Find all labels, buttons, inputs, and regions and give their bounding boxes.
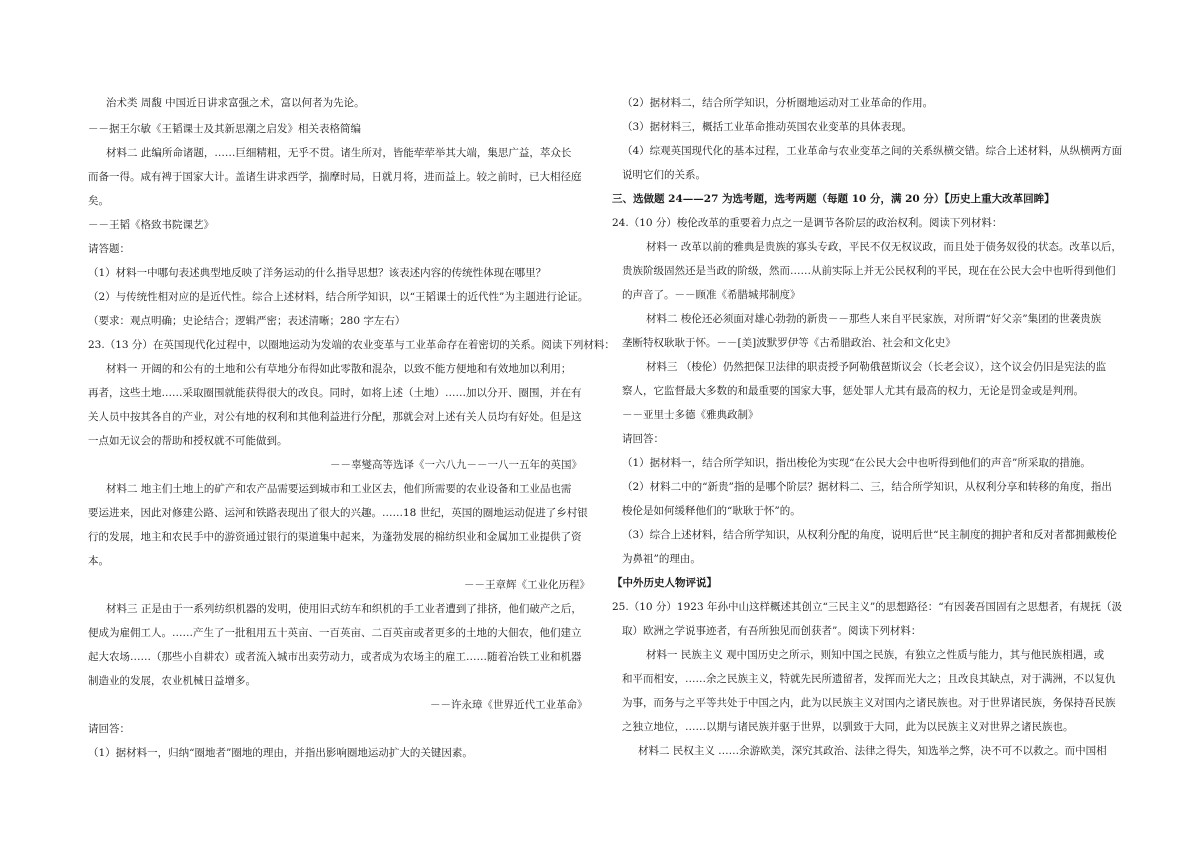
material-paragraph: 便成为雇佣工人。……产生了一批租用五十英亩、一百英亩、二百英亩或者更多的土地的大佃农，他们建立 xyxy=(88,627,582,639)
material-paragraph: 贵族阶级固然还是当政的阶级，然而……从前实际上并无公民权利的平民，现在在公民大会中也听得到他们 xyxy=(622,265,1116,277)
material-paragraph: 材料一 改革以前的雅典是贵族的寡头专政，平民不仅无权议政，而且处于债务奴役的状态。改革以后， xyxy=(646,241,1122,253)
material-paragraph: 之独立地位，……以期与诸民族并驱于世界，以驯致于大同，此为以民族主义对世界之诸民族也。 xyxy=(622,721,1074,733)
question-item: （2）据材料二，结合所学知识，分析圈地运动对工业革命的作用。 xyxy=(622,97,934,109)
material-paragraph: 材料二 此编所命诸题，……巨细精粗，无乎不贯。诸生所对，皆能荦荦举其大端，集思广益，萃众长 xyxy=(106,147,572,159)
material-paragraph: 和平而相安，……余之民族主义，特就先民所遗留者，发挥而光大之；且改良其缺点，对于满洲，不以复仇 xyxy=(622,673,1116,685)
question-header: 24.（10 分）梭伦改革的重要着力点之一是调节各阶层的政治权利。阅读下列材料： xyxy=(612,217,1003,229)
material-paragraph: 材料二 梭伦还必须面对雄心勃勃的新贵－－那些人来自平民家族，对所谓“好父亲”集团的世袭贵族 xyxy=(646,313,1102,325)
source-citation: －－王韬《格致书院课艺》 xyxy=(88,219,214,231)
question-item: （1）材料一中哪句表述典型地反映了洋务运动的什么指导思想？该表述内容的传统性体现在哪里？ xyxy=(88,267,547,279)
source-citation: －－辜燮高等选译《一六八九－－一八一五年的英国》 xyxy=(330,459,582,471)
material-paragraph: 要运进来，因此对修建公路、运河和铁路表现出了很大的兴趣。……18 世纪，英国的圈地运动促进了乡村银 xyxy=(88,507,588,519)
question-item: 说明它们的关系。 xyxy=(622,169,706,181)
source-citation: －－许永璋《世界近代工业革命》 xyxy=(430,699,588,711)
question-item: （要求：观点明确；史论结合；逻辑严密；表述清晰；280 字左右） xyxy=(88,315,406,327)
question-header: 25.（10 分）1923 年孙中山这样概述其创立“三民主义”的思想路径：“有因袭吾国固有之思想者，有规抚（汲 xyxy=(612,601,1123,613)
material-paragraph: 一点如无议会的帮助和授权就不可能做到。 xyxy=(88,435,288,447)
material-paragraph: 本。 xyxy=(88,555,109,567)
table-row-text: 治术类 周馥 中国近日讲求富强之术，富以何者为先论。 xyxy=(106,97,365,109)
question-item: 梭伦是如何缓释他们的“耿耿于怀”的。 xyxy=(622,505,801,517)
question-item: （2）材料二中的“新贵”指的是哪个阶层？据材料二、三，结合所学知识，从权利分享和转移的角度，指出 xyxy=(622,481,1112,493)
question-item: （3）据材料三，概括工业革命推动英国农业变革的具体表现。 xyxy=(622,121,913,133)
question-item: （1）据材料一，归纳“圈地者”圈地的理由，并指出影响圈地运动扩大的关键因素。 xyxy=(88,747,473,759)
material-paragraph: 材料三 正是由于一系列纺织机器的发明，使用旧式纺车和织机的手工业者遭到了排挤，他们破产之后， xyxy=(106,603,582,615)
question-prompt: 请回答： xyxy=(622,433,664,445)
question-prompt: 请回答： xyxy=(88,723,130,735)
material-paragraph: 材料三 （梭伦）仍然把保卫法律的职责授予阿勒俄琶斯议会（长老会议），这个议会仍旧是宪法的监 xyxy=(646,361,1107,373)
material-paragraph: 材料二 地主们土地上的矿产和农产品需要运到城市和工业区去，他们所需要的农业设备和工业品也需 xyxy=(106,483,572,495)
question-item: （1）据材料一，结合所学知识，指出梭伦为实现“在公民大会中也听得到他们的声音”所采取的措施。 xyxy=(622,457,1091,469)
material-paragraph: 材料二 民权主义 ……余游欧美，深究其政治、法律之得失，知选举之弊，决不可不以救之。而中国相 xyxy=(638,745,1107,757)
material-paragraph: 材料一 开阔的和公有的土地和公有草地分布得如此零散和混杂，以致不能方便地和有效地加以利用； xyxy=(106,363,572,375)
section-heading: 【中外历史人物评说】 xyxy=(612,577,717,589)
material-paragraph: 为事，而务与之平等共处于中国之内，此为以民族主义对国内之诸民族也。对于世界诸民族，务保持吾民族 xyxy=(622,697,1116,709)
material-paragraph: 矣。 xyxy=(88,195,109,207)
material-paragraph: 制造业的发展，农业机械日益增多。 xyxy=(88,675,256,687)
source-citation: －－王章辉《工业化历程》 xyxy=(464,579,590,591)
question-item: （3）综合上述材料，结合所学知识，从权利分配的角度，说明后世“民主制度的拥护者和反对者都拥戴梭伦 xyxy=(622,529,1118,541)
material-paragraph: 关人员中按其各自的产业，对公有地的权利和其他利益进行分配，那就会对上述有关人员均有好处。但是这 xyxy=(88,411,582,423)
source-citation: －－据王尔敏《王韬课士及其新思潮之启发》相关表格简编 xyxy=(88,123,361,135)
material-paragraph: 而备一得。咸有裨于国家大计。盖诸生讲求西学，揣摩时局，日就月将，进而益上。较之前时，已大相径庭 xyxy=(88,171,582,183)
question-item: （4）综观英国现代化的基本过程，工业革命与农业变革之间的关系纵横交错。综合上述材料，从纵横两方面 xyxy=(622,145,1123,157)
material-paragraph: 起大农场……（那些小自耕农）或者流入城市出卖劳动力，或者成为农场主的雇工……随着冶铁工业和机器 xyxy=(88,651,582,663)
question-item: （2）与传统性相对应的是近代性。综合上述材料，结合所学知识，以“王韬课士的近代性”为主题进行论证。 xyxy=(88,291,589,303)
material-paragraph: 再者，这些土地……采取圈围就能获得很大的改良。同时，如将上述（土地）……加以分开、圈围，并在有 xyxy=(88,387,582,399)
source-citation: －－亚里士多德《雅典政制》 xyxy=(622,409,759,421)
material-paragraph: 的声音了。－－顾准《希腊城邦制度》 xyxy=(622,289,801,301)
question-prompt: 请答题： xyxy=(88,243,130,255)
material-paragraph: 垄断特权耿耿于怀。－－[美]波默罗伊等《古希腊政治、社会和文化史》 xyxy=(622,337,956,349)
material-paragraph: 察人，它监督最大多数的和最重要的国家大事，惩处罪人尤其有最高的权力，无论是罚金或是判刑。 xyxy=(622,385,1084,397)
section-heading: 三、选做题 24——27 为选考题，选考两题（每题 10 分，满 20 分）【历史上重大改革回眸】 xyxy=(612,193,1055,205)
material-paragraph: 行的发展，地主和农民手中的游资通过银行的渠道集中起来，为蓬勃发展的棉纺织业和金属加工业提供了资 xyxy=(88,531,582,543)
question-header: 23.（13 分）在英国现代化过程中，以圈地运动为发端的农业变革与工业革命存在着密切的关系。阅读下列材料： xyxy=(88,339,615,351)
question-header: 取）欧洲之学说事迹者，有吾所独见而创获者”。阅读下列材料： xyxy=(622,625,922,637)
question-item: 为鼻祖”的理由。 xyxy=(622,553,701,565)
material-paragraph: 材料一 民族主义 观中国历史之所示，则知中国之民族，有独立之性质与能力，其与他民族相遇，或 xyxy=(646,649,1105,661)
